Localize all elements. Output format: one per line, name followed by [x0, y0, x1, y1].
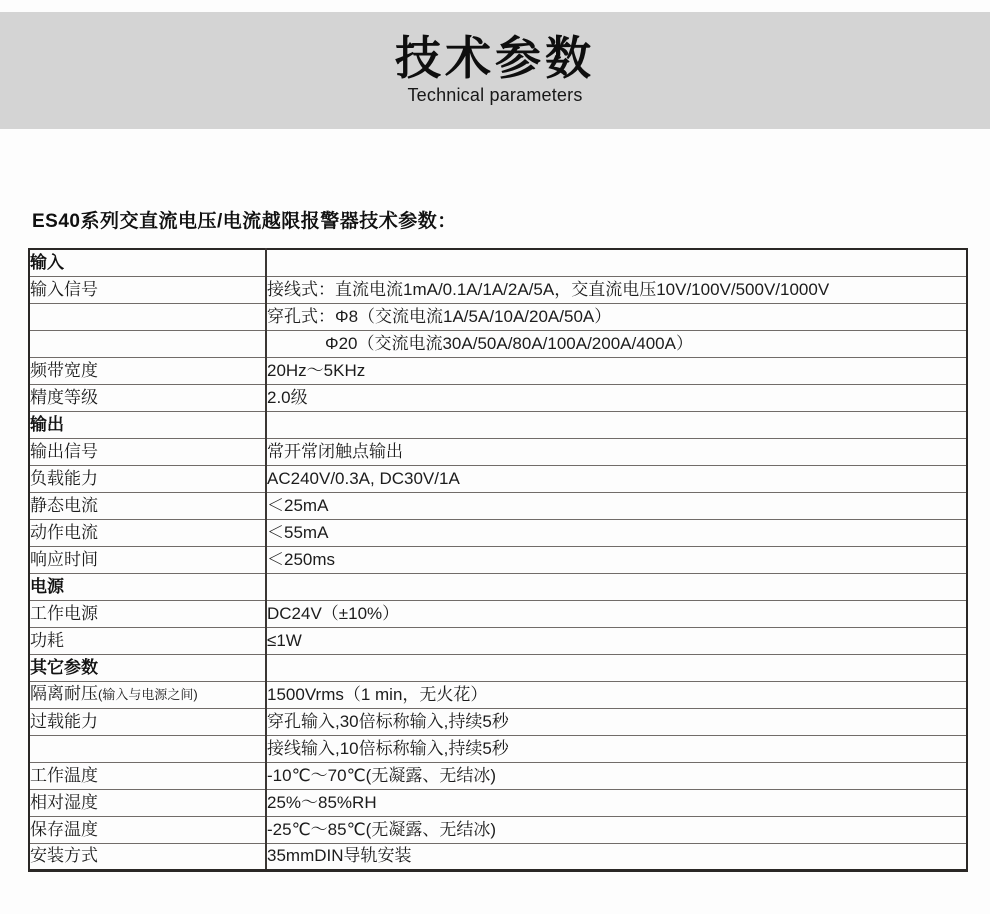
param-value-cell [266, 843, 967, 870]
param-label-cell [29, 681, 266, 708]
param-label-cell [29, 249, 266, 276]
param-value-cell [266, 303, 967, 330]
table-row [29, 816, 967, 843]
param-value-cell [266, 465, 967, 492]
param-label-cell [29, 843, 266, 870]
param-value-cell [266, 789, 967, 816]
param-value-cell [266, 276, 967, 303]
spec-table [28, 248, 968, 872]
param-value: 20Hz～5KHz [267, 360, 366, 380]
param-label: 保存温度 [30, 819, 98, 839]
section-header-row [29, 654, 967, 681]
param-label: 其它参数 [30, 657, 98, 677]
param-value: DC24V（±10%） [267, 603, 400, 623]
param-label-cell [29, 573, 266, 600]
param-value: 穿孔输入,30倍标称输入,持续5秒 [267, 711, 509, 731]
param-label-cell [29, 600, 266, 627]
param-value-cell [266, 573, 967, 600]
table-row [29, 384, 967, 411]
param-value: 35mmDIN导轨安装 [267, 846, 412, 865]
table-row [29, 492, 967, 519]
table-row [29, 789, 967, 816]
param-label-cell [29, 384, 266, 411]
param-value-cell [266, 411, 967, 438]
param-label: 动作电流 [30, 522, 98, 542]
param-label: 输入信号 [30, 279, 98, 299]
param-value: -10℃～70℃(无凝露、无结冰) [267, 765, 496, 785]
param-label-cell [29, 303, 266, 330]
param-label-cell [29, 708, 266, 735]
param-label: 负载能力 [30, 468, 98, 488]
param-value-cell [266, 600, 967, 627]
param-value-cell [266, 816, 967, 843]
param-label-cell [29, 330, 266, 357]
param-value-cell [266, 735, 967, 762]
param-label: 输出信号 [30, 441, 98, 461]
table-row [29, 465, 967, 492]
section-header-row [29, 573, 967, 600]
param-value-cell [266, 249, 967, 276]
param-label-cell [29, 276, 266, 303]
param-value: 25%～85%RH [267, 792, 377, 812]
param-label: 隔离耐压 [30, 684, 98, 703]
param-value-cell [266, 654, 967, 681]
param-value: ＜25mA [267, 495, 329, 515]
table-row [29, 438, 967, 465]
table-row [29, 681, 967, 708]
param-value-cell [266, 627, 967, 654]
param-value: ＜55mA [267, 522, 329, 542]
table-row [29, 708, 967, 735]
param-label: 相对湿度 [30, 792, 98, 812]
page-subtitle: Technical parameters [407, 85, 583, 105]
param-value-cell [266, 384, 967, 411]
param-value: ≤1W [267, 630, 302, 650]
table-row [29, 546, 967, 573]
table-row [29, 357, 967, 384]
table-row [29, 762, 967, 789]
param-label-cell [29, 762, 266, 789]
param-label: 过载能力 [30, 711, 98, 731]
param-value-cell [266, 708, 967, 735]
param-label-cell [29, 357, 266, 384]
section-header-row [29, 411, 967, 438]
param-value-cell [266, 330, 967, 357]
table-row [29, 600, 967, 627]
param-value: -25℃～85℃(无凝露、无结冰) [267, 819, 496, 839]
table-row [29, 735, 967, 762]
param-value: 2.0级 [267, 387, 308, 407]
param-value-cell [266, 357, 967, 384]
param-label-cell [29, 519, 266, 546]
param-label-cell [29, 627, 266, 654]
param-value: Φ20（交流电流30A/50A/80A/100A/200A/400A） [325, 333, 693, 353]
table-row [29, 276, 967, 303]
param-value-cell [266, 519, 967, 546]
param-label-cell [29, 546, 266, 573]
param-label: 安装方式 [30, 846, 98, 865]
param-label-cell [29, 411, 266, 438]
param-label-cell [29, 465, 266, 492]
param-label: 电源 [30, 576, 64, 596]
param-label: 工作温度 [30, 765, 98, 785]
table-row [29, 303, 967, 330]
param-value: 1500Vrms（1 min，无火花） [267, 684, 488, 704]
param-value: 接线式：直流电流1mA/0.1A/1A/2A/5A，交直流电压10V/100V/500V/1000V [267, 279, 830, 299]
param-value: AC240V/0.3A, DC30V/1A [267, 468, 460, 488]
param-label-cell [29, 816, 266, 843]
table-row [29, 627, 967, 654]
param-label-cell [29, 735, 266, 762]
param-label-cell [29, 654, 266, 681]
param-label: 静态电流 [30, 495, 98, 515]
table-row [29, 519, 967, 546]
param-label: 输出 [30, 414, 64, 434]
param-label-cell [29, 438, 266, 465]
param-label: 工作电源 [30, 603, 98, 623]
table-row [29, 330, 967, 357]
header-banner [0, 12, 990, 129]
param-label: 功耗 [30, 630, 64, 650]
param-label-cell [29, 492, 266, 519]
spec-table-heading: ES40系列交直流电压/电流越限报警器技术参数： [32, 211, 457, 232]
page-title: 技术参数 [395, 32, 595, 84]
param-label: 输入 [30, 252, 64, 272]
param-label: 响应时间 [30, 549, 98, 569]
section-header-row [29, 249, 967, 276]
param-value-cell [266, 762, 967, 789]
param-label-cell [29, 789, 266, 816]
param-label-note: (输入与电源之间) [98, 687, 198, 702]
param-label: 频带宽度 [30, 360, 98, 380]
param-value-cell [266, 492, 967, 519]
param-value: 常开常闭触点输出 [267, 441, 403, 461]
param-value-cell [266, 546, 967, 573]
table-row [29, 843, 967, 870]
param-value: ＜250ms [267, 549, 336, 569]
param-label: 精度等级 [30, 387, 98, 407]
param-value-cell [266, 681, 967, 708]
param-value: 接线输入,10倍标称输入,持续5秒 [267, 738, 509, 758]
param-value-cell [266, 438, 967, 465]
param-value: 穿孔式：Φ8（交流电流1A/5A/10A/20A/50A） [267, 306, 612, 326]
